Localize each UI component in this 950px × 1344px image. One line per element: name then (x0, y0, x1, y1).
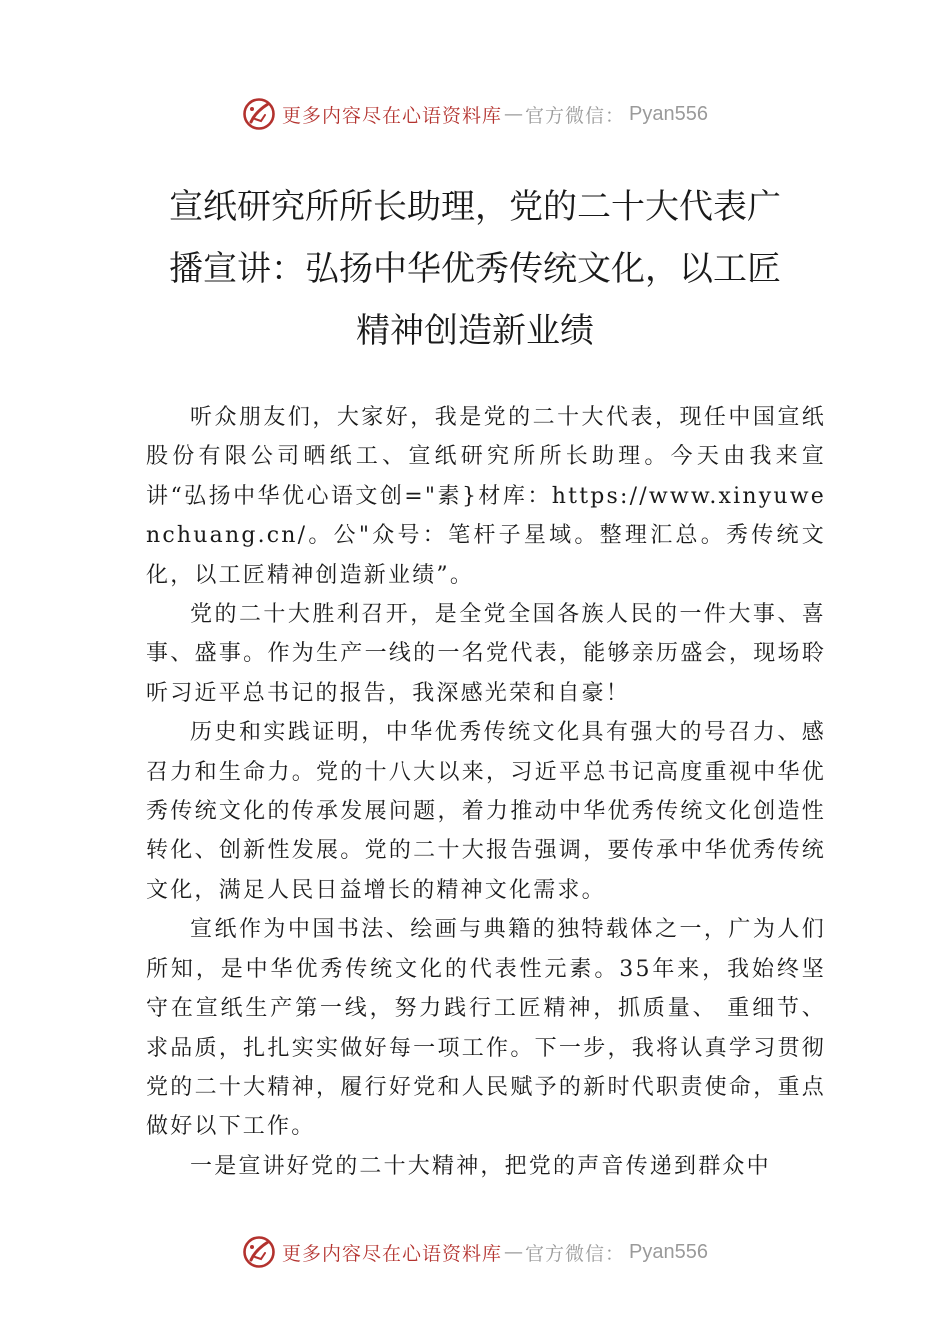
paragraph: 听众朋友们，大家好，我是党的二十大代表，现任中国宣纸股份有限公司晒纸工、宣纸研究所所长助理。今天由我来宣讲“弘扬中华优心语文创="素}材库：https://www.xinyuwenchuang.cn/。公"众号：笔杆子星域。整理汇总。秀传统文化，以工匠精神创造新业绩”。 (146, 405, 826, 588)
banner-dash: — (504, 1241, 524, 1263)
banner-wechat-id: Pyan556 (629, 1240, 708, 1263)
footer-banner (0, 1232, 950, 1272)
document-title (140, 176, 810, 362)
paragraph: 宣纸作为中国书法、绘画与典籍的独特载体之一，广为人们所知，是中华优秀传统文化的代表性元素。35年来，我始终坚守在宣纸生产第一线，努力践行工匠精神，抓质量、 重细节、求品质，扎扎实实做好每一项工作。下一步，我将认真学习贯彻党的二十大精神，履行好党和人民赋予的新时代职责使命，重点做好以下工作。 (146, 917, 826, 1140)
title-line-1: 宣纸研究所所长助理，党的二十大代表广 (169, 187, 781, 227)
banner-wechat-id: Pyan556 (629, 102, 708, 125)
banner-dash: — (504, 103, 524, 125)
paragraph: 历史和实践证明，中华优秀传统文化具有强大的号召力、感召力和生命力。党的十八大以来，习近平总书记高度重视中华优秀传统文化的传承发展问题，着力推动中华优秀传统文化创造性转化、创新性发展。党的二十大报告强调，要传承中华优秀传统文化，满足人民日益增长的精神文化需求。 (146, 720, 826, 903)
banner-slogan: 更多内容尽在心语资料库 (282, 1242, 503, 1265)
banner-wechat-label: 官方微信： (525, 104, 626, 127)
document-body (146, 398, 826, 1186)
paragraph: 一是宣讲好党的二十大精神，把党的声音传递到群众中 (190, 1153, 771, 1179)
brush-logo-icon (242, 97, 276, 131)
brush-logo-icon (242, 1235, 276, 1269)
banner-slogan: 更多内容尽在心语资料库 (282, 104, 503, 127)
paragraph: 党的二十大胜利召开，是全党全国各族人民的一件大事、喜事、盛事。作为生产一线的一名党代表，能够亲历盛会，现场聆听习近平总书记的报告，我深感光荣和自豪！ (146, 602, 826, 706)
banner-wechat-label: 官方微信： (525, 1242, 626, 1265)
header-banner (0, 94, 950, 134)
title-line-3: 精神创造新业绩 (356, 311, 594, 351)
title-line-2: 播宣讲：弘扬中华优秀传统文化，以工匠 (169, 249, 781, 289)
